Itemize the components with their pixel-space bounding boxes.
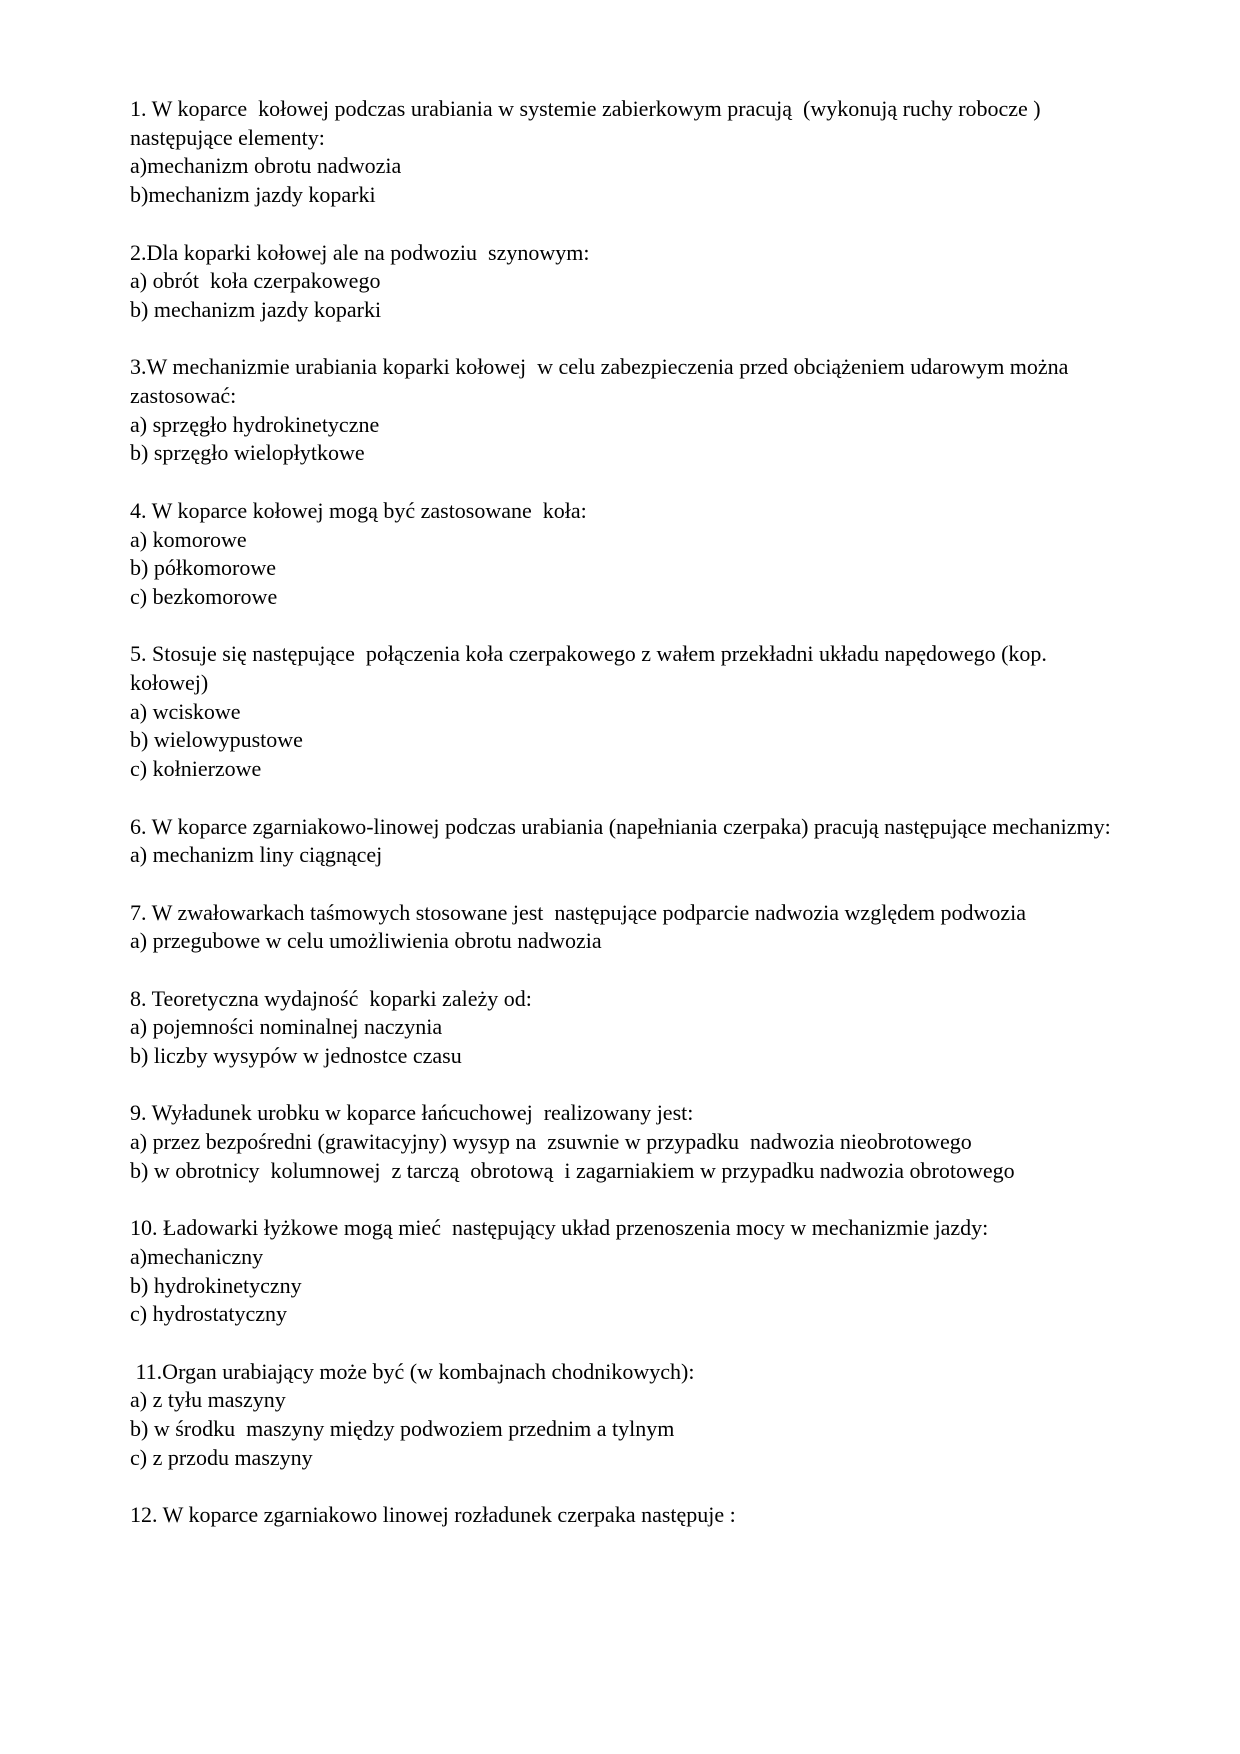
question-8	[130, 985, 1130, 1071]
question-text: 7. W zwałowarkach taśmowych stosowane jest następujące podparcie nadwozia względem podwozia	[130, 899, 1026, 925]
answer-option: b) wielowypustowe	[130, 727, 303, 753]
question-text: 6. W koparce zgarniakowo-linowej podczas urabiania (napełniania czerpaka) pracują następujące mechanizmy:	[130, 813, 1111, 839]
question-5	[130, 640, 1130, 784]
question-text: 11.Organ urabiający może być (w kombajnach chodnikowych):	[130, 1358, 695, 1384]
answer-option: b) półkomorowe	[130, 555, 277, 581]
answer-option: c) kołnierzowe	[130, 756, 262, 782]
answer-option: a)mechanizm obrotu nadwozia	[130, 153, 402, 179]
question-10	[130, 1214, 1130, 1329]
answer-option: b) w środku maszyny między podwoziem przednim a tylnym	[130, 1416, 675, 1442]
answer-option: b) w obrotnicy kolumnowej z tarczą obrotową i zagarniakiem w przypadku nadwozia obrotowego	[130, 1157, 1015, 1183]
question-text: 3.W mechanizmie urabiania koparki kołowej w celu zabezpieczenia przed obciążeniem udarowym można zastosować:	[130, 354, 1074, 408]
question-text: 10. Ładowarki łyżkowe mogą mieć następujący układ przenoszenia mocy w mechanizmie jazdy:	[130, 1215, 989, 1241]
question-12	[130, 1501, 1130, 1530]
answer-option: c) bezkomorowe	[130, 583, 278, 609]
answer-option: a) przegubowe w celu umożliwienia obrotu nadwozia	[130, 928, 602, 954]
answer-option: a) sprzęgło hydrokinetyczne	[130, 411, 380, 437]
answer-option: a) wciskowe	[130, 698, 241, 724]
answer-option: b) liczby wysypów w jednostce czasu	[130, 1043, 462, 1069]
question-text: 5. Stosuje się następujące połączenia koła czerpakowego z wałem przekładni układu napędowego (kop. kołowej)	[130, 641, 1053, 695]
answer-option: b) hydrokinetyczny	[130, 1272, 302, 1298]
question-text: 4. W koparce kołowej mogą być zastosowane koła:	[130, 497, 587, 523]
question-6	[130, 813, 1130, 870]
question-text: 1. W koparce kołowej podczas urabiania w systemie zabierkowym pracują (wykonują ruchy robocze ) następujące elementy:	[130, 96, 1052, 150]
answer-option: a) obrót koła czerpakowego	[130, 268, 381, 294]
question-text: 2.Dla koparki kołowej ale na podwoziu szynowym:	[130, 239, 590, 265]
question-9	[130, 1099, 1130, 1185]
question-text: 12. W koparce zgarniakowo linowej rozładunek czerpaka następuje :	[130, 1502, 736, 1528]
answer-option: c) z przodu maszyny	[130, 1444, 313, 1470]
answer-option: a)mechaniczny	[130, 1243, 264, 1269]
question-11	[130, 1358, 1130, 1473]
question-7	[130, 899, 1130, 956]
answer-option: a) mechanizm liny ciągnącej	[130, 842, 383, 868]
answer-option: b) mechanizm jazdy koparki	[130, 296, 382, 322]
answer-option: a) komorowe	[130, 526, 247, 552]
question-2	[130, 239, 1130, 325]
question-3	[130, 353, 1130, 468]
answer-option: a) przez bezpośredni (grawitacyjny) wysyp na zsuwnie w przypadku nadwozia nieobrotowego	[130, 1129, 972, 1155]
question-1	[130, 95, 1130, 210]
answer-option: b) sprzęgło wielopłytkowe	[130, 440, 365, 466]
question-text: 9. Wyładunek urobku w koparce łańcuchowej realizowany jest:	[130, 1100, 694, 1126]
question-text: 8. Teoretyczna wydajność koparki zależy od:	[130, 985, 532, 1011]
answer-option: a) pojemności nominalnej naczynia	[130, 1014, 443, 1040]
answer-option: c) hydrostatyczny	[130, 1301, 287, 1327]
answer-option: a) z tyłu maszyny	[130, 1387, 286, 1413]
question-4	[130, 497, 1130, 612]
answer-option: b)mechanizm jazdy koparki	[130, 182, 376, 208]
document-content	[130, 95, 1130, 1559]
